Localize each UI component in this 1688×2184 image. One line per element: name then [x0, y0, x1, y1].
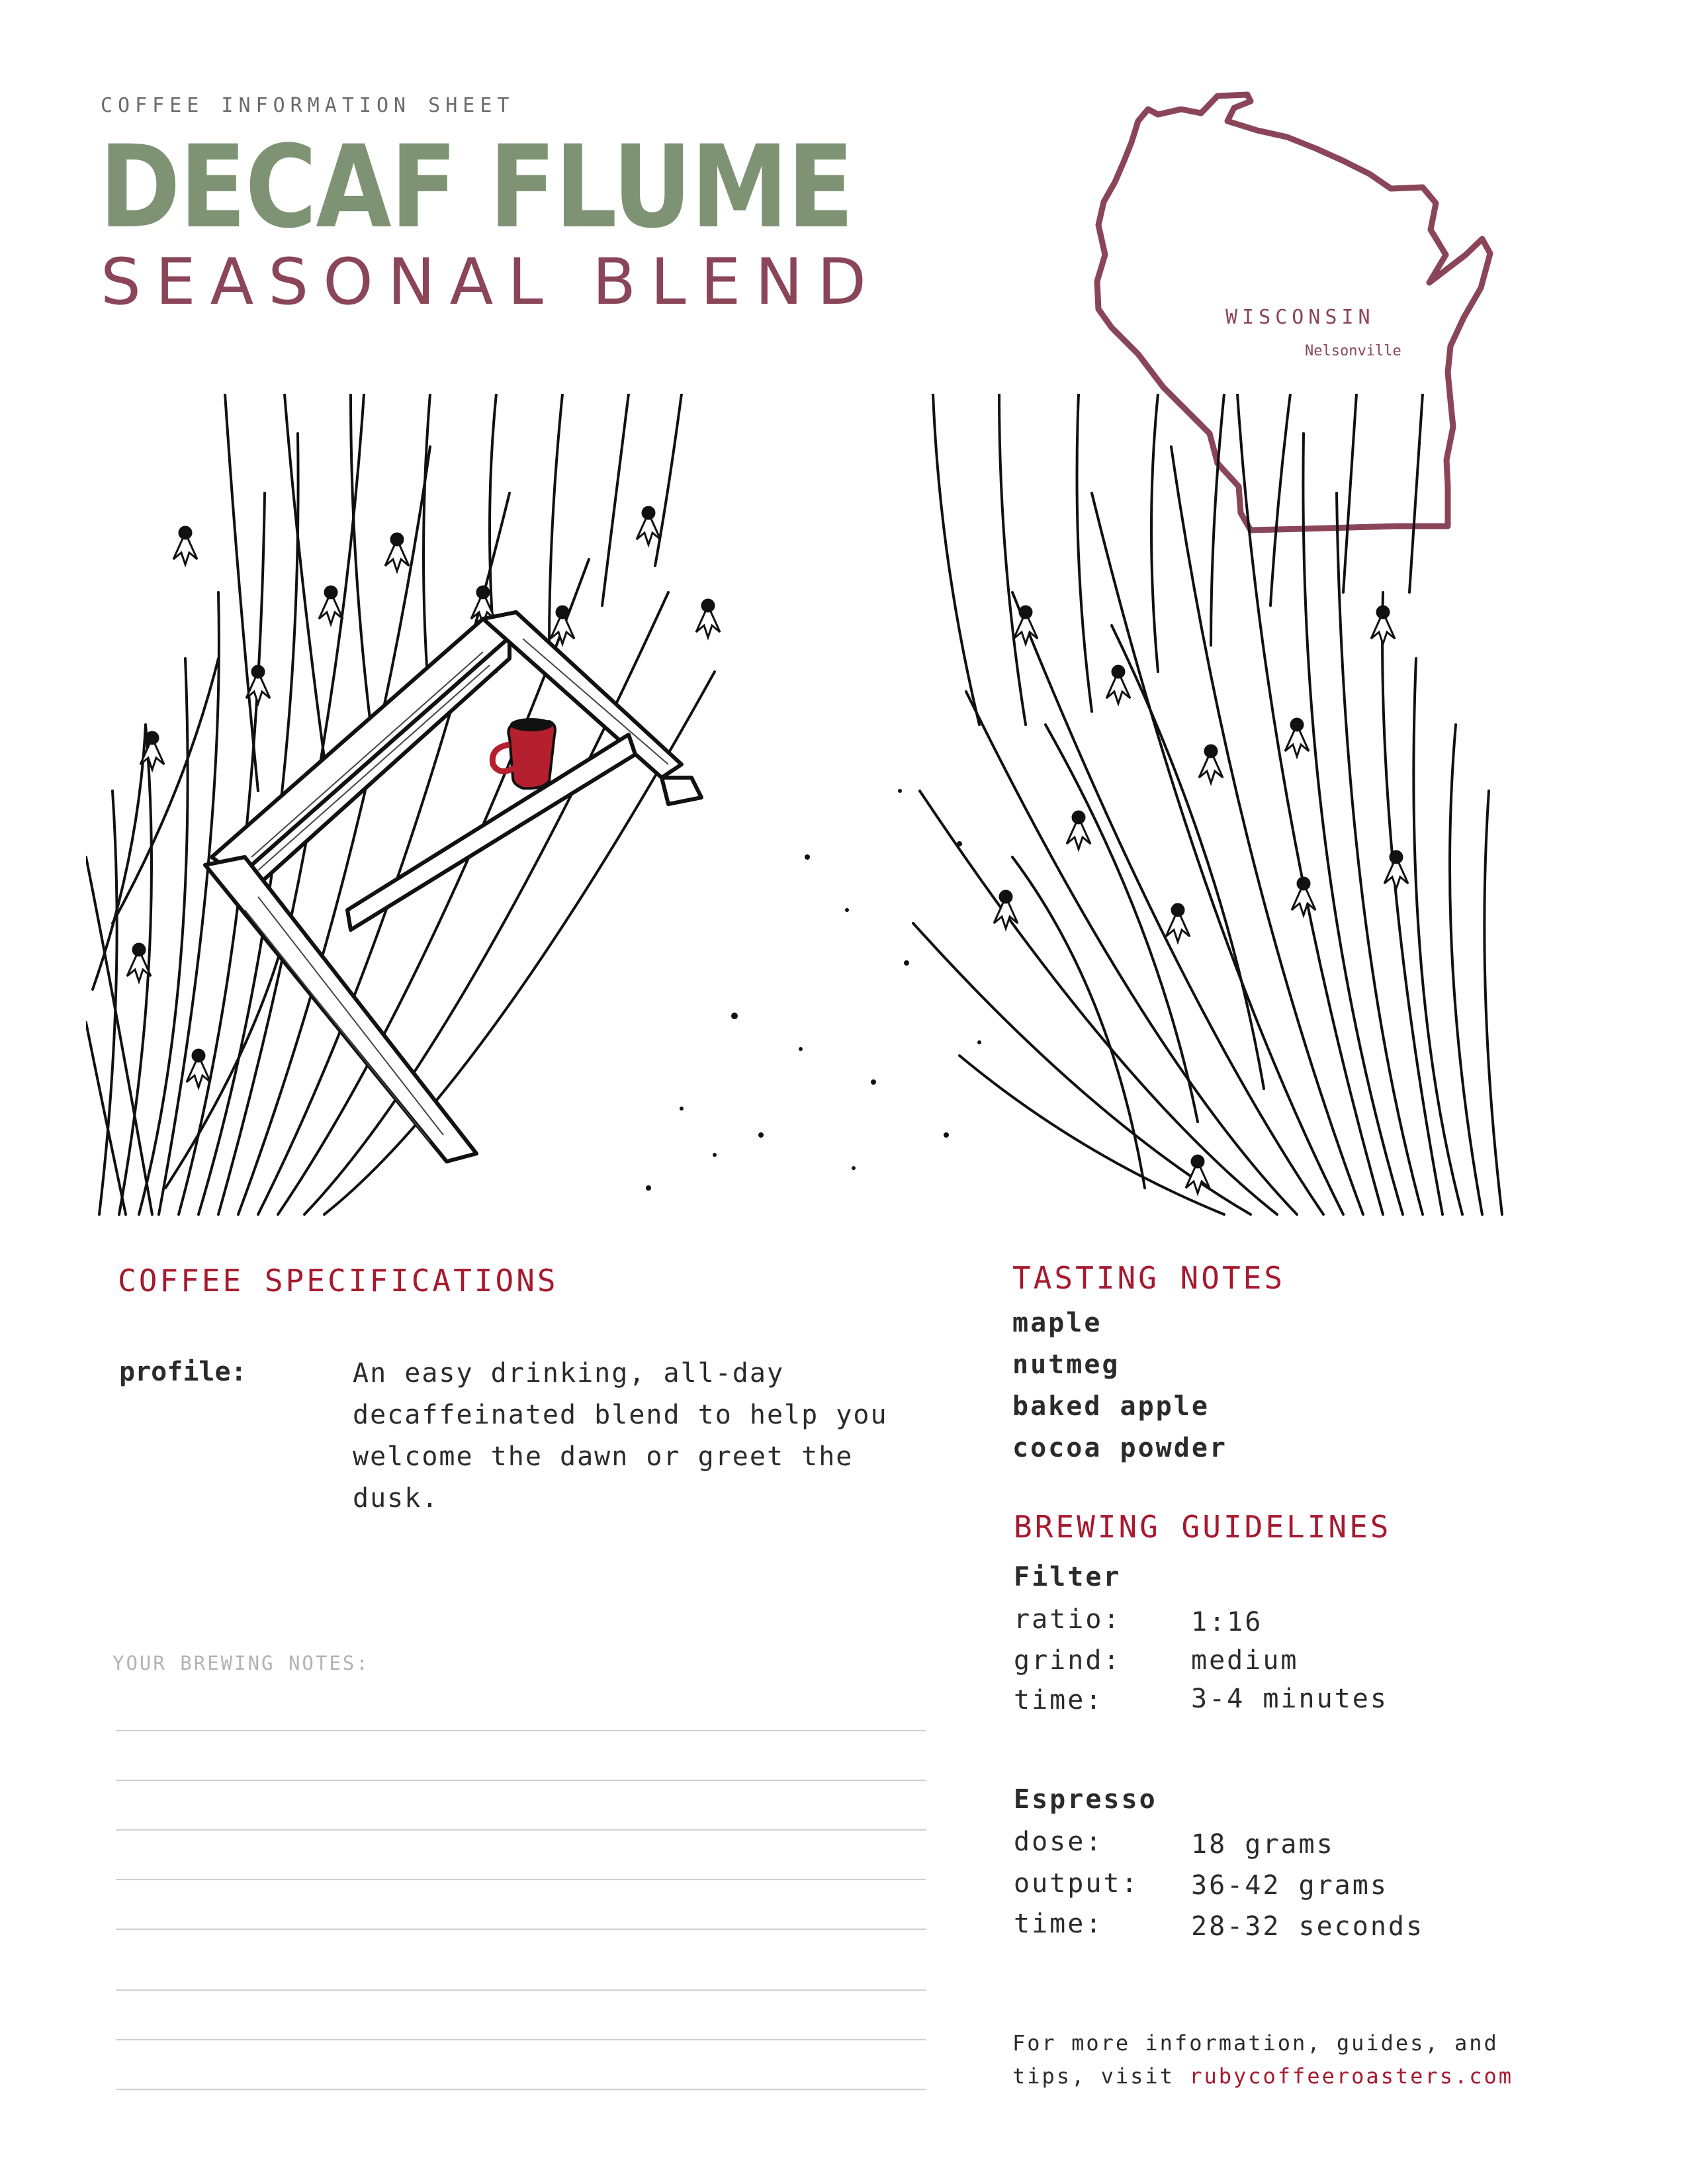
footer-line-2 [1012, 2064, 1513, 2089]
bench-in-flower-field-illustration [86, 394, 1509, 1218]
coffee-specifications-heading: COFFEE SPECIFICATIONS [118, 1263, 558, 1298]
note-line[interactable] [116, 1829, 926, 1831]
tasting-notes-heading: TASTING NOTES [1012, 1260, 1286, 1296]
espresso-output-label: output: [1014, 1868, 1139, 1899]
filter-grind-label: grind: [1014, 1645, 1122, 1676]
tasting-note: baked apple [1012, 1391, 1210, 1422]
filter-ratio-value: 1:16 [1191, 1607, 1263, 1637]
note-line[interactable] [116, 1879, 926, 1880]
map-state-label: WISCONSIN [1225, 306, 1375, 329]
filter-ratio-label: ratio: [1014, 1604, 1122, 1635]
footer-line-1: For more information, guides, and [1012, 2030, 1499, 2056]
coffee-title: DECAF FLUME [99, 120, 853, 253]
map-town-label: Nelsonville [1305, 343, 1401, 359]
note-line[interactable] [116, 2039, 926, 2040]
tasting-note: maple [1012, 1308, 1102, 1338]
footer-prefix: tips, visit [1012, 2064, 1190, 2089]
profile-label: profile: [119, 1357, 247, 1387]
profile-line: welcome the dawn or greet the [353, 1441, 854, 1472]
espresso-dose-label: dose: [1014, 1827, 1104, 1857]
tasting-note: nutmeg [1012, 1349, 1120, 1380]
espresso-time-value: 28-32 seconds [1191, 1911, 1425, 1942]
note-line[interactable] [116, 1780, 926, 1781]
profile-line: decaffeinated blend to help you [353, 1400, 888, 1430]
filter-time-value: 3-4 minutes [1191, 1684, 1388, 1714]
profile-description [353, 1353, 948, 1520]
profile-line: dusk. [353, 1483, 439, 1514]
filter-grind-value: medium [1191, 1645, 1299, 1676]
filter-title: Filter [1014, 1562, 1122, 1592]
website-link[interactable]: rubycoffeeroasters.com [1189, 2064, 1514, 2089]
espresso-output-value: 36-42 grams [1191, 1870, 1388, 1901]
brewing-notes-label: YOUR BREWING NOTES: [112, 1652, 370, 1674]
note-line[interactable] [116, 1929, 926, 1930]
espresso-title: Espresso [1014, 1784, 1157, 1815]
tasting-note: cocoa powder [1012, 1433, 1227, 1463]
espresso-dose-value: 18 grams [1191, 1829, 1335, 1860]
note-line[interactable] [116, 1730, 926, 1731]
filter-time-label: time: [1014, 1685, 1104, 1715]
coffee-subtitle: SEASONAL BLEND [101, 245, 881, 319]
brewing-guidelines-heading: BREWING GUIDELINES [1014, 1509, 1392, 1545]
sheet-eyebrow: COFFEE INFORMATION SHEET [101, 94, 515, 117]
note-line[interactable] [116, 1989, 926, 1991]
profile-line: An easy drinking, all-day [353, 1358, 785, 1388]
espresso-time-label: time: [1014, 1909, 1104, 1939]
note-line[interactable] [116, 2089, 926, 2090]
